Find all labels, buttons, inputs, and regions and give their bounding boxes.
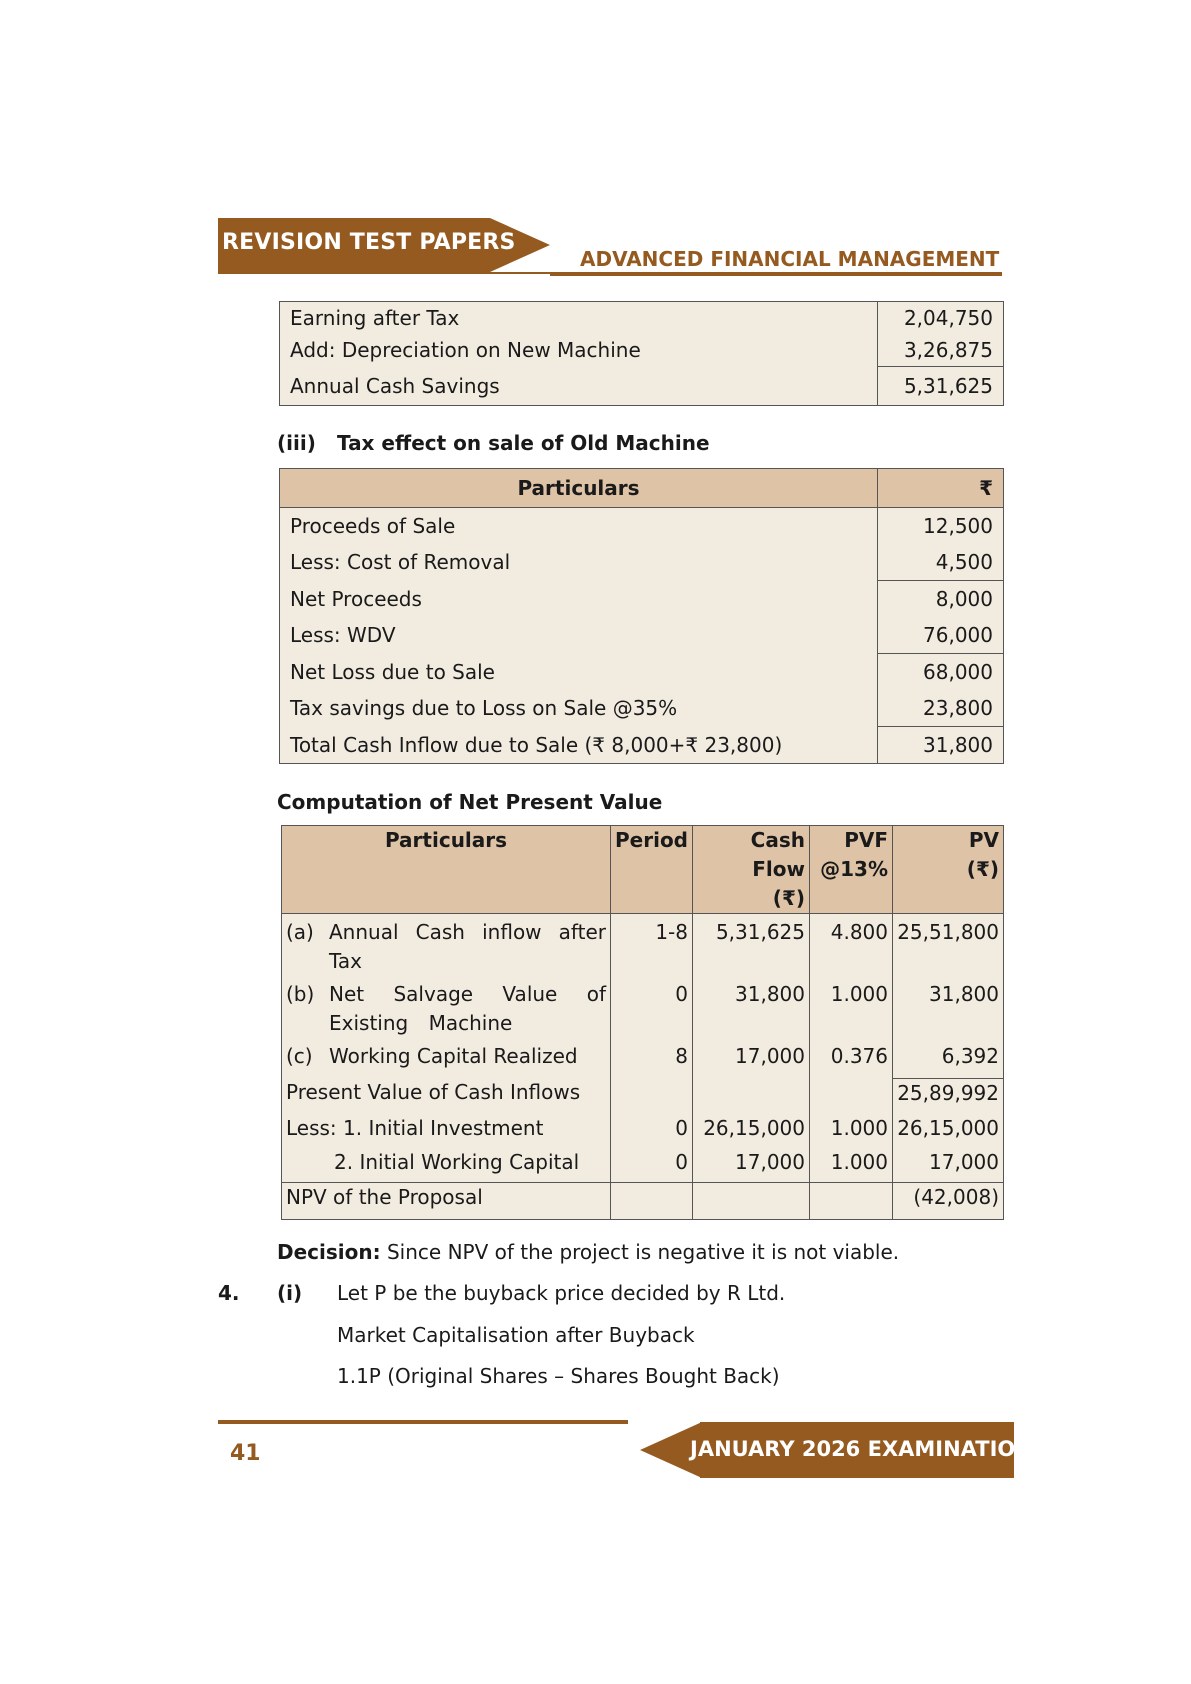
row-label: Net Proceeds [290,586,422,611]
question-line-1: Let P be the buyback price decided by R Ltd. [337,1281,786,1305]
row-label: Working Capital Realized [329,1044,578,1068]
pvf-rate: @13% [820,857,888,881]
section-title: Tax effect on sale of Old Machine [337,431,710,455]
decision-body: Since NPV of the project is negative it is not viable. [380,1240,900,1264]
section-number: (iii) [277,431,316,455]
column-header-pvf [810,826,893,914]
row-pv: 6,392 [893,1042,1004,1078]
row-period: 0 [611,980,693,1042]
question-number: 4. [218,1281,240,1305]
row-value: 8,000 [878,581,1004,618]
row-value: 4,500 [878,544,1004,581]
table-row [282,914,1004,981]
row-value: 76,000 [878,617,1004,654]
column-header-period: Period [611,826,693,914]
row-pv: 17,000 [893,1148,1004,1183]
row-cashflow: 17,000 [693,1148,810,1183]
row-label: Annual Cash Savings [290,373,500,398]
row-label: Proceeds of Sale [280,508,878,545]
footer-rule [218,1420,628,1424]
row-label: Tax savings due to Loss on Sale @35% [290,696,678,721]
row-period [611,1078,693,1114]
row-label: NPV of the Proposal [286,1185,483,1209]
row-label: Net Loss due to Sale [290,659,495,684]
header-rule [550,272,1002,276]
row-value: 23,800 [878,690,1004,727]
row-period [611,1183,693,1220]
row-value: 2,04,750 [878,302,1004,335]
subject-title: ADVANCED FINANCIAL MANAGEMENT [580,247,1000,271]
question-line-2: Market Capitalisation after Buyback [337,1323,695,1347]
row-label: Earning after Tax [290,306,460,330]
row-pv: 31,800 [893,980,1004,1042]
cash-savings-table [279,301,1004,406]
table-header-row [282,826,1004,914]
table-row [280,727,1004,764]
table-row [282,1183,1004,1220]
tax-effect-table [279,468,1004,764]
npv-table [281,825,1004,1220]
row-cashflow [693,1078,810,1114]
row-label: Less: WDV [290,623,396,648]
decision-text [277,1240,899,1264]
column-header-particulars: Particulars [517,476,640,500]
row-pv: (42,008) [893,1183,1004,1220]
row-label: Net Salvage Value of Existing Machine [329,982,606,1035]
question-part: (i) [277,1281,303,1305]
row-pvf: 4.800 [810,914,893,981]
table-row [282,1148,1004,1183]
row-cashflow: 31,800 [693,980,810,1042]
series-title: REVISION TEST PAPERS [222,230,516,255]
row-a-particulars [282,914,611,981]
table-row [282,1078,1004,1114]
table-row [280,544,1004,581]
column-header-amount: ₹ [878,469,1004,508]
row-period: 0 [611,1148,693,1183]
cashflow-unit: (₹) [772,886,805,910]
decision-label: Decision: [277,1240,381,1264]
column-header-pv [893,826,1004,914]
exam-title: JANUARY 2026 EXAMINATION [690,1437,1033,1461]
table-row [282,1042,1004,1078]
row-value: 3,26,875 [878,334,1004,367]
row-c-particulars [282,1042,611,1078]
table-row [280,581,1004,618]
row-cashflow: 26,15,000 [693,1114,810,1148]
row-value: 5,31,625 [878,367,1004,406]
row-label: Present Value of Cash Inflows [286,1080,581,1104]
row-pvf [810,1183,893,1220]
row-period: 0 [611,1114,693,1148]
question-line-3: 1.1P (Original Shares – Shares Bought Back) [337,1364,780,1388]
column-header-cashflow [693,826,810,914]
pvf-label: PVF [844,828,888,852]
row-label: Add: Depreciation on New Machine [290,338,641,363]
row-cashflow [693,1183,810,1220]
row-pv: 25,51,800 [893,914,1004,981]
row-label: 2. Initial Working Capital [334,1150,580,1174]
table-row [280,334,1004,367]
row-b-particulars [282,980,611,1042]
row-label: Less: 1. Initial Investment [286,1116,544,1140]
row-pv: 26,15,000 [893,1114,1004,1148]
table-row [280,367,1004,406]
row-label: Annual Cash inflow after Tax [329,920,606,973]
row-tag: (b) [286,982,315,1006]
row-pvf: 0.376 [810,1042,893,1078]
table-header-row [280,469,1004,508]
row-label: Total Cash Inflow due to Sale (₹ 8,000+₹ 23,800) [290,732,783,757]
row-pv: 25,89,992 [893,1078,1004,1114]
table-row [280,508,1004,545]
table-row [280,690,1004,727]
row-cashflow: 5,31,625 [693,914,810,981]
table-row [280,302,1004,335]
cashflow-label: Cash Flow [750,828,805,881]
page-number: 41 [230,1441,261,1466]
row-value: 31,800 [878,727,1004,764]
table-row [282,1114,1004,1148]
row-period: 1-8 [611,914,693,981]
row-value: 68,000 [878,654,1004,691]
pv-unit: (₹) [966,857,999,881]
row-period: 8 [611,1042,693,1078]
header-rule-left [218,272,550,274]
row-cashflow: 17,000 [693,1042,810,1078]
row-tag: (c) [286,1044,313,1068]
column-header-particulars: Particulars [384,828,508,852]
row-pvf: 1.000 [810,1114,893,1148]
table-row [282,980,1004,1042]
table-row [280,654,1004,691]
row-pvf: 1.000 [810,980,893,1042]
row-pvf [810,1078,893,1114]
pv-label: PV [968,828,999,852]
row-label: Less: Cost of Removal [290,550,511,575]
row-tag: (a) [286,920,314,944]
row-value: 12,500 [878,508,1004,545]
table-row [280,617,1004,654]
row-pvf: 1.000 [810,1148,893,1183]
npv-section-title: Computation of Net Present Value [277,790,663,814]
